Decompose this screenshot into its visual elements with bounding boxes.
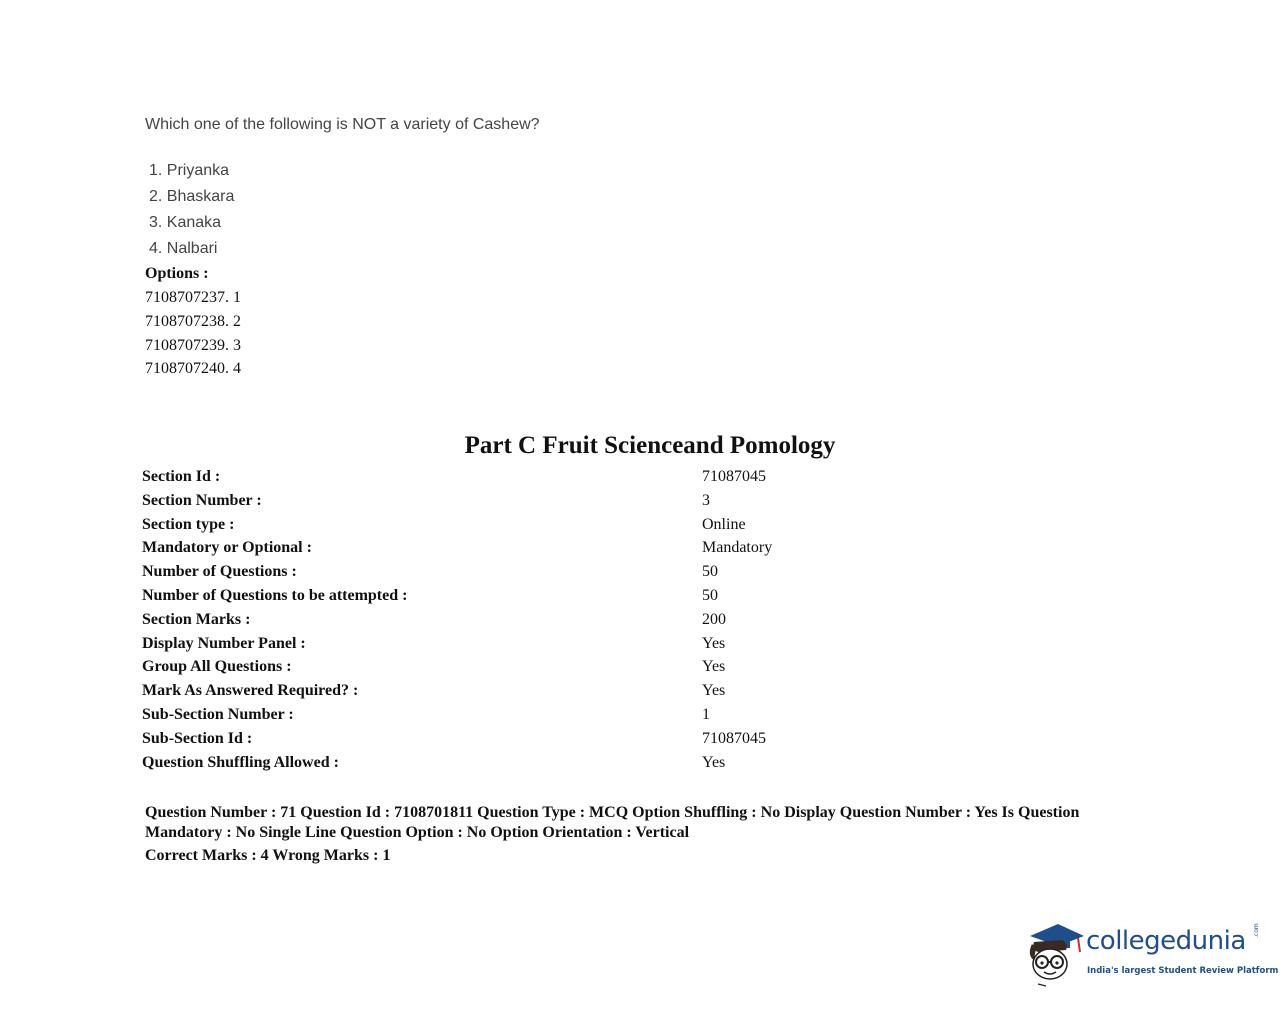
- section-value: Yes: [702, 682, 726, 700]
- answer-choices: [149, 160, 234, 264]
- section-row: [142, 729, 842, 753]
- question-text: Which one of the following is NOT a variety of Cashew?: [145, 116, 540, 133]
- section-value: 50: [702, 563, 718, 581]
- logo-tagline: India's largest Student Review Platform: [1087, 966, 1279, 976]
- section-label: Section Marks :: [142, 610, 251, 628]
- section-value: 50: [702, 586, 718, 604]
- section-row: [142, 753, 842, 777]
- section-row: [142, 515, 842, 539]
- section-value: 200: [702, 610, 726, 628]
- section-label: Group All Questions :: [142, 658, 292, 676]
- option-id: 7108707238. 2: [145, 312, 241, 330]
- section-row: [142, 562, 842, 586]
- option-id: 7108707237. 1: [145, 289, 241, 306]
- options-heading: Options :: [145, 265, 209, 282]
- section-row: [142, 586, 842, 610]
- choice-item: 2. Bhaskara: [149, 188, 235, 205]
- section-value: 1: [702, 705, 710, 723]
- section-label: Section type :: [142, 515, 235, 533]
- section-label: Mark As Answered Required? :: [142, 682, 359, 700]
- section-value: Yes: [702, 658, 726, 676]
- section-value: 71087045: [702, 468, 766, 485]
- section-row: [142, 634, 842, 658]
- section-row: [142, 657, 842, 681]
- section-label: Sub-Section Number :: [142, 705, 294, 723]
- student-mascot-icon: [1022, 918, 1084, 988]
- section-label: Section Id :: [142, 468, 221, 485]
- section-row: [142, 467, 842, 491]
- section-row: [142, 705, 842, 729]
- section-label: Display Number Panel :: [142, 634, 306, 652]
- section-row: [142, 538, 842, 562]
- marks-line: Correct Marks : 4 Wrong Marks : 1: [145, 847, 391, 864]
- section-value: Yes: [702, 753, 726, 771]
- section-row: [142, 491, 842, 515]
- section-label: Number of Questions :: [142, 563, 297, 581]
- section-label: Sub-Section Id :: [142, 729, 253, 747]
- section-row: [142, 610, 842, 634]
- section-value: Yes: [702, 634, 726, 652]
- section-value: Mandatory: [702, 539, 773, 557]
- logo-domain-suffix: .com: [1253, 923, 1260, 938]
- option-id: 7108707240. 4: [145, 360, 241, 378]
- section-label: Section Number :: [142, 491, 262, 509]
- question-meta: Question Number : 71 Question Id : 7108701811 Question Type : MCQ Option Shuffling : No Display Question Number : Yes Is Question Mandatory : No Single Line Question Option : No Option Orientation : Vertical: [145, 804, 1080, 841]
- collegedunia-logo[interactable]: [1022, 918, 1279, 990]
- logo-wordmark: collegedunia: [1086, 926, 1246, 956]
- choice-item: 3. Kanaka: [149, 214, 222, 231]
- section-label: Question Shuffling Allowed :: [142, 753, 339, 771]
- section-info-table: [142, 467, 842, 776]
- section-value: Online: [702, 515, 746, 533]
- section-value: 71087045: [702, 729, 766, 747]
- choice-item: 1. Priyanka: [149, 162, 230, 179]
- option-id: 7108707239. 3: [145, 336, 241, 354]
- option-id-list: [145, 288, 241, 383]
- section-title: Part C Fruit Scienceand Pomology: [464, 432, 836, 459]
- section-label: Mandatory or Optional :: [142, 539, 312, 557]
- choice-item: 4. Nalbari: [149, 240, 218, 257]
- section-value: 3: [702, 491, 710, 509]
- section-label: Number of Questions to be attempted :: [142, 586, 408, 604]
- section-row: [142, 681, 842, 705]
